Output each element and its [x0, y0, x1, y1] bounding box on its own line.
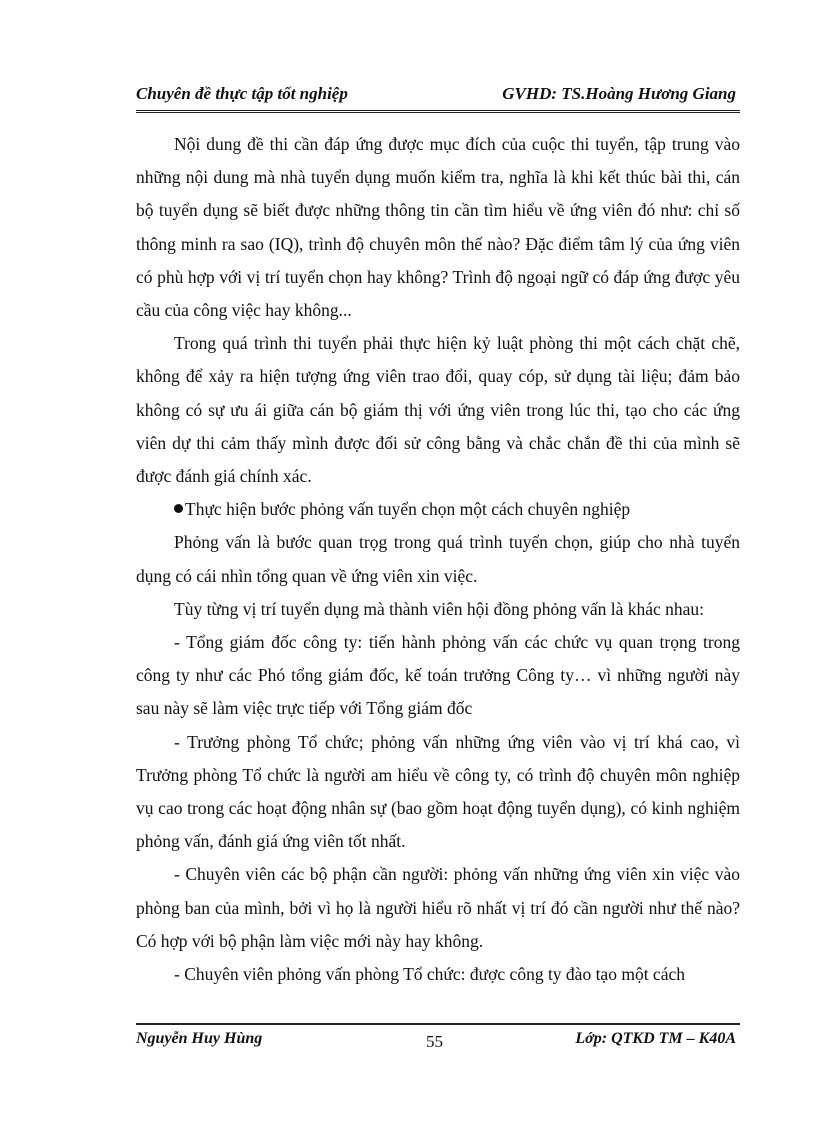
bullet-icon: [174, 504, 183, 513]
page-body: [136, 128, 740, 991]
footer-author: Nguyễn Huy Hùng: [136, 1030, 263, 1047]
page-header: [136, 82, 740, 113]
bullet-text: Thực hiện bước phỏng vấn tuyển chọn một cách chuyên nghiệp: [185, 499, 631, 520]
header-supervisor: GVHD: TS.Hoàng Hương Giang: [502, 84, 736, 103]
header-title: Chuyên đề thực tập tốt nghiệp: [136, 84, 348, 103]
paragraph-hr-head: - Trưởng phòng Tổ chức; phỏng vấn những ứng viên vào vị trí khá cao, vì Trưởng phòng Tổ chức là người am hiểu về công ty, có trình độ chuyên môn nghiệp vụ cao trong các hoạt động nhân sự (bao gồm hoạt động tuyển dụng), có kinh nghiệm phỏng vấn, đánh giá ứng viên tốt nhất.: [136, 731, 740, 852]
bullet-interview: [136, 493, 740, 526]
paragraph-interview-board: Tùy từng vị trí tuyển dụng mà thành viên hội đồng phỏng vấn là khác nhau:: [174, 598, 705, 619]
paragraph-general-director: - Tổng giám đốc công ty: tiến hành phỏng vấn các chức vụ quan trọng trong công ty như các Phó tổng giám đốc, kế toán trưởng Công ty… vì những người này sau này sẽ làm việc trực tiếp với Tổng giám đốc: [136, 632, 740, 719]
page-number: 55: [426, 1032, 443, 1051]
page-footer: [136, 1023, 740, 1059]
paragraph-department-specialist: - Chuyên viên các bộ phận cần người: phỏng vấn những ứng viên xin việc vào phòng ban của mình, bởi vì họ là người hiểu rõ nhất vị trí đó cần người như thế nào? Có hợp với bộ phận làm việc mới này hay không.: [136, 864, 740, 951]
paragraph-exam-content: Nội dung đề thi cần đáp ứng được mục đích của cuộc thi tuyển, tập trung vào những nội dung mà nhà tuyển dụng muốn kiểm tra, nghĩa là khi kết thúc bài thi, cán bộ tuyển dụng sẽ biết được những thông tin cần tìm hiểu về ứng viên đó như: chỉ số thông minh ra sao (IQ), trình độ chuyên môn thế nào? Đặc điểm tâm lý của ứng viên có phù hợp với vị trí tuyển chọn hay không? Trình độ ngoại ngữ có đáp ứng được yêu cầu của công việc hay không...: [136, 134, 740, 321]
footer-class: Lớp: QTKD TM – K40A: [575, 1030, 736, 1047]
paragraph-exam-discipline: Trong quá trình thi tuyển phải thực hiện kỷ luật phòng thi một cách chặt chẽ, không để xảy ra hiện tượng ứng viên trao đổi, quay cóp, sử dụng tài liệu; đảm bảo không có sự ưu ái giữa cán bộ giám thị với ứng viên trong lúc thi, tạo cho các ứng viên dự thi cảm thấy mình được đối sử công bằng và chắc chắn đề thi của mình sẽ được đánh giá chính xác.: [136, 333, 740, 487]
paragraph-interview-intro: Phỏng vấn là bước quan trọg trong quá trình tuyển chọn, giúp cho nhà tuyển dụng có cái nhìn tổng quan về ứng viên xin việc.: [136, 532, 740, 586]
paragraph-hr-specialist: - Chuyên viên phỏng vấn phòng Tổ chức: được công ty đào tạo một cách: [174, 964, 685, 985]
